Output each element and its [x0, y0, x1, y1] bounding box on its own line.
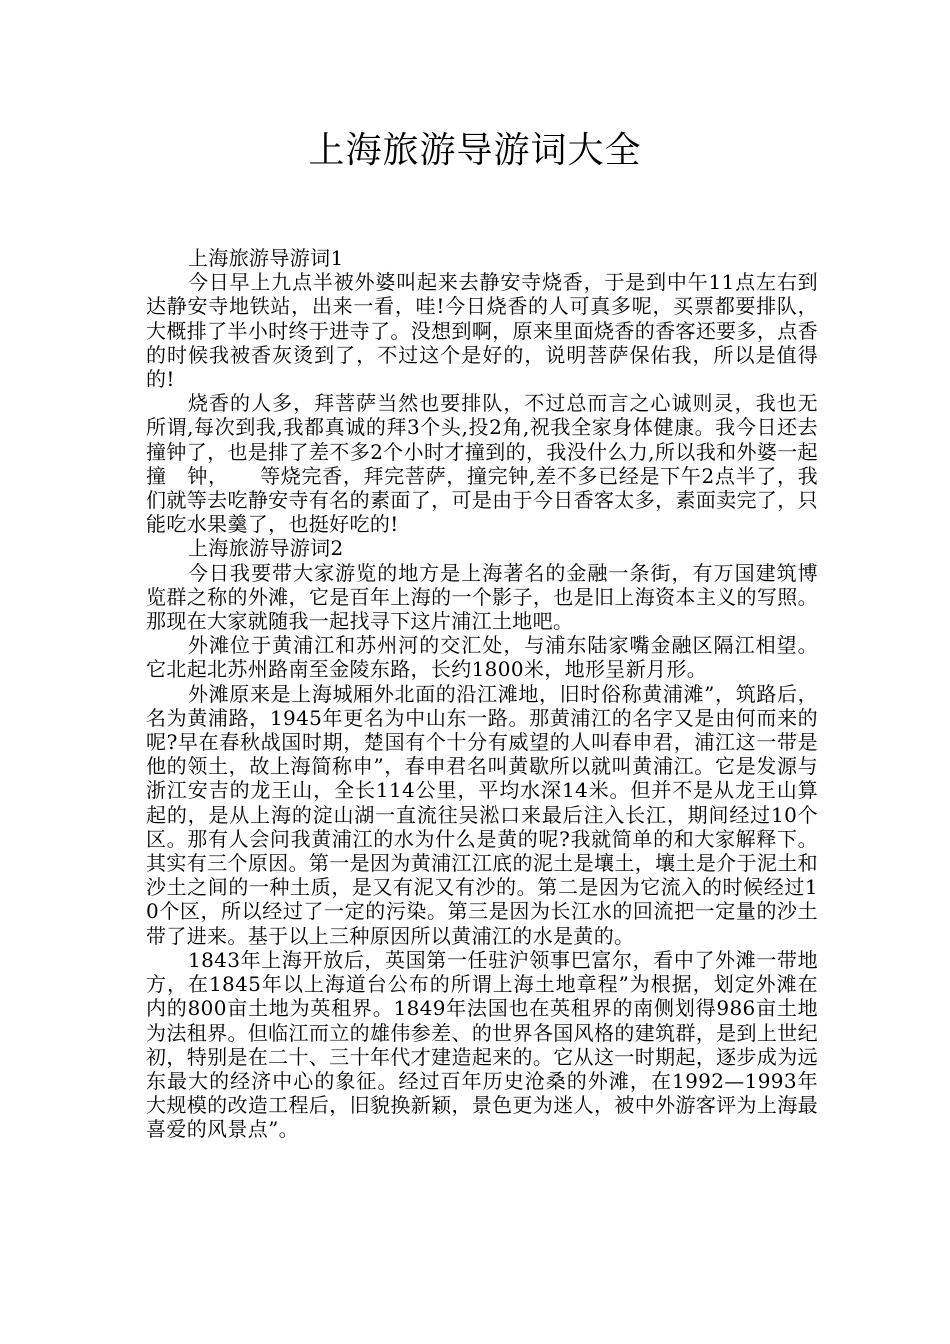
paragraph: 外滩位于黄浦江和苏州河的交汇处，与浦东陆家嘴金融区隔江相望。它北起北苏州路南至金陵东路，长约1800米，地形呈新月形。: [146, 633, 818, 682]
paragraph: 今日早上九点半被外婆叫起来去静安寺烧香，于是到中午11点左右到达静安寺地铁站，出来一看，哇!今日烧香的人可真多呢，买票都要排队，大概排了半小时终于进寺了。没想到啊，原来里面烧香的香客还要多，点香的时候我被香灰烫到了，不过这个是好的，说明菩萨保佑我，所以是值得的!: [146, 270, 818, 392]
document-title: 上海旅游导游词大全: [308, 130, 642, 171]
paragraph: 今日我要带大家游览的地方是上海著名的金融一条街，有万国建筑博览群之称的外滩，它是百年上海的一个影子，也是旧上海资本主义的写照。那现在大家就随我一起找寻下这片浦江土地吧。: [146, 560, 818, 634]
paragraph: 烧香的人多，拜菩萨当然也要排队，不过总而言之心诚则灵，我也无所谓,每次到我,我都真诚的拜3个头,投2角,祝我全家身体健康。我今日还去撞钟了，也是排了差不多2个小时才撞到的，我没什么力,所以我和外婆一起撞 钟， 等烧完香，拜完菩萨，撞完钟,差不多已经是下午2点半了，我们就等去吃静安寺有名的素面了，可是由于今日香客太多，素面卖完了，只能吃水果羹了，也挺好吃的!: [146, 391, 818, 537]
paragraph: 1843年上海开放后，英国第一任驻沪领事巴富尔，看中了外滩一带地方，在1845年以上海道台公布的所谓上海土地章程”为根据，划定外滩在内的800亩土地为英租界。1849年法国也在英租界的南侧划得986亩土地为法租界。但临江而立的雄伟参差、的世界各国风格的建筑群，是到上世纪初，特别是在二十、三十年代才建造起来的。它从这一时期起，逐步成为远东最大的经济中心的象征。经过百年历史沧桑的外滩，在1992—1993年大规模的改造工程后，旧貌换新颖，景色更为迷人，被中外游客评为上海最喜爱的风景点”。: [146, 947, 818, 1142]
section-heading-1: 上海旅游导游词1: [188, 246, 344, 270]
document-body: [146, 246, 818, 1142]
paragraph: 外滩原来是上海城厢外北面的沿江滩地，旧时俗称黄浦滩”，筑路后，名为黄浦路，1945年更名为中山东一路。那黄浦江的名字又是由何而来的呢?早在春秋战国时期，楚国有个十分有威望的人叫春申君，浦江这一带是他的领土，故上海简称申”，春申君名叫黄歇所以就叫黄浦江。它是发源与浙江安吉的龙王山，全长114公里，平均水深14米。但并不是从龙王山算起的，是从上海的淀山湖一直流往吴淞口来最后注入长江，期间经过10个区。那有人会问我黄浦江的水为什么是黄的呢?我就简单的和大家解释下。其实有三个原因。第一是因为黄浦江江底的泥土是壤土，壤土是介于泥土和沙土之间的一种土质，是又有泥又有沙的。第二是因为它流入的时候经过10个区，所以经过了一定的污染。第三是因为长江水的回流把一定量的沙土带了进来。基于以上三种原因所以黄浦江的水是黄的。: [146, 681, 818, 948]
section-heading-2: 上海旅游导游词2: [188, 536, 344, 561]
